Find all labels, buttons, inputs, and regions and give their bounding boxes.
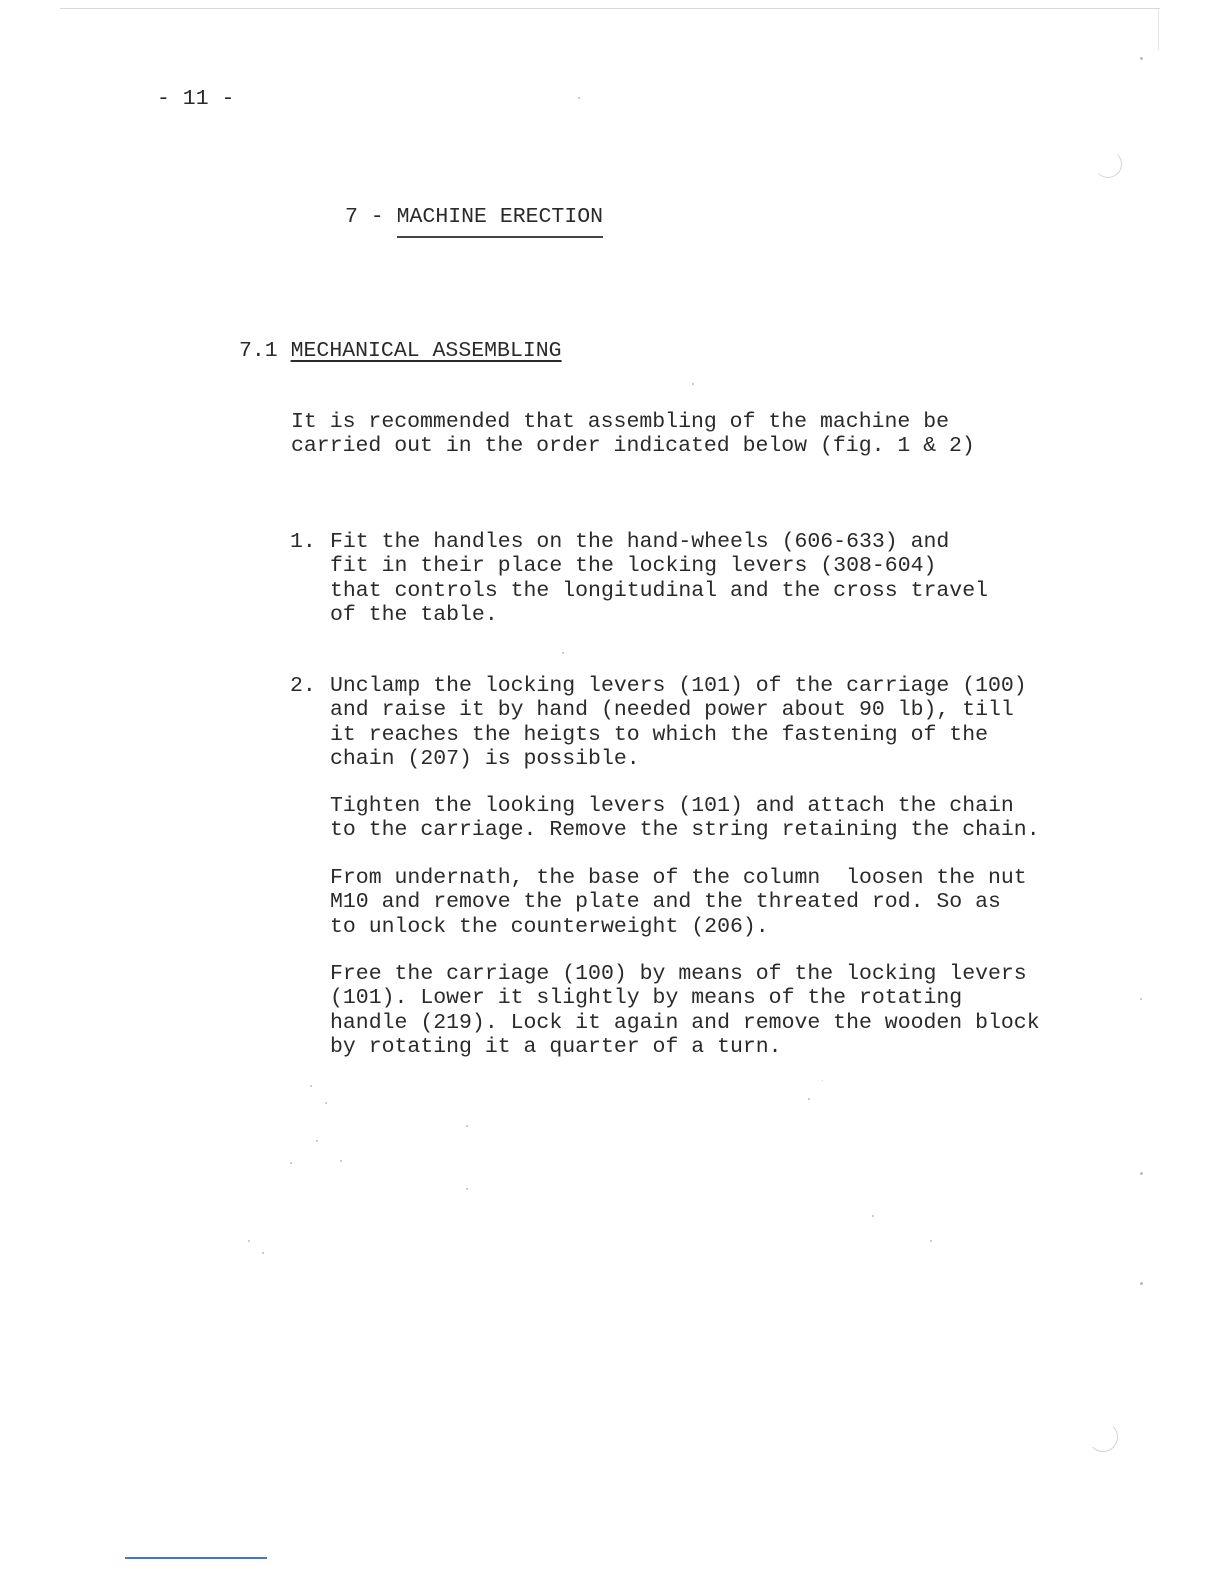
chapter-title: MACHINE ERECTION	[397, 204, 603, 238]
scan-speck	[930, 1240, 932, 1242]
scan-speck	[692, 383, 694, 385]
chapter-heading	[345, 204, 603, 238]
step-number: 1.	[290, 530, 316, 554]
step-paragraph: Free the carriage (100) by means of the locking levers (101). Lower it slightly by means of the rotating handle (219). Lock it again and remove the wooden block by rotating it a quarter of a turn.	[330, 962, 1040, 1059]
scan-speck	[466, 1188, 468, 1190]
scan-speck	[248, 1240, 250, 1242]
step-paragraph: Fit the handles on the hand-wheels (606-633) and fit in their place the locking levers (308-604) that controls the longitudinal and the cross travel of the table.	[330, 530, 989, 627]
chapter-number: 7 -	[345, 205, 397, 229]
scan-speck	[316, 1140, 318, 1142]
scan-speck	[325, 1102, 327, 1104]
scan-speck	[872, 1215, 874, 1217]
section-heading	[239, 338, 562, 364]
scan-speck	[340, 1160, 342, 1162]
scan-speck	[1140, 1282, 1143, 1285]
scan-speck	[262, 1252, 264, 1254]
step-paragraph: Tighten the looking levers (101) and attach the chain to the carriage. Remove the string retaining the chain.	[330, 794, 1040, 843]
scan-edge-line	[60, 8, 1160, 9]
scan-blue-line	[125, 1557, 267, 1559]
scan-speck	[310, 1085, 312, 1087]
scan-speck	[822, 1080, 823, 1081]
scan-mark	[1094, 150, 1122, 178]
scan-speck	[1140, 1172, 1143, 1175]
page-number: - 11 -	[157, 87, 235, 111]
scan-edge-line-right	[1158, 10, 1159, 50]
scan-speck	[1140, 57, 1143, 60]
scan-mark	[1088, 1422, 1118, 1452]
scan-speck	[290, 1162, 292, 1164]
step-number: 2.	[290, 674, 316, 698]
step-paragraph: From undernath, the base of the column loosen the nut M10 and remove the plate and the threated rod. So as to unlock the counterweight (206).	[330, 866, 1027, 939]
scan-speck	[578, 97, 580, 99]
step-paragraph: Unclamp the locking levers (101) of the carriage (100) and raise it by hand (needed power about 90 lb), till it reaches the heigts to which the fastening of the chain (207) is possible.	[330, 674, 1027, 771]
scan-speck	[466, 1125, 468, 1127]
scan-speck	[562, 652, 564, 654]
scan-speck	[808, 1098, 810, 1100]
section-title: MECHANICAL ASSEMBLING	[290, 339, 562, 363]
section-number: 7.1	[239, 339, 291, 363]
intro-paragraph: It is recommended that assembling of the machine be carried out in the order indicated below (fig. 1 & 2)	[291, 410, 975, 459]
scan-speck	[1140, 998, 1142, 1000]
